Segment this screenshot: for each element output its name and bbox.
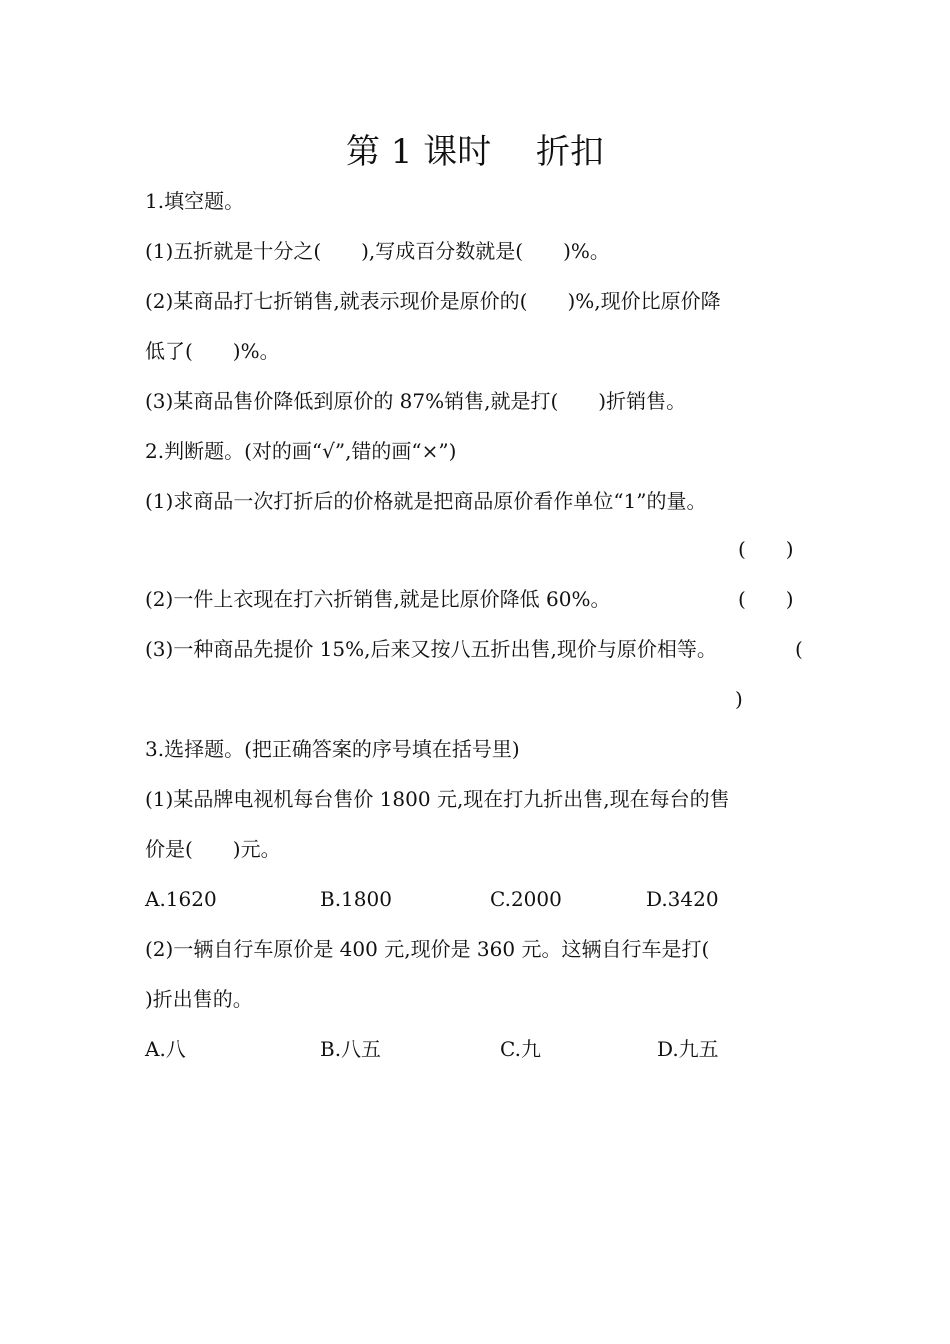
s2-question-1: (1)求商品一次打折后的价格就是把商品原价看作单位“1”的量。 [145, 489, 707, 513]
page-title: 第 1 课时 折扣 [345, 132, 605, 172]
s2-question-3-paren-close: ) [735, 687, 743, 711]
s3-question-2-line-1: (2)一辆自行车原价是 400 元,现价是 360 元。这辆自行车是打( [145, 937, 710, 961]
section-1-heading: 1.填空题。 [145, 189, 245, 213]
s2-question-2: (2)一件上衣现在打六折销售,就是比原价降低 60%。 [145, 587, 611, 611]
section-2-heading: 2.判断题。(对的画“√”,错的画“×”) [145, 439, 457, 463]
s3-question-1-line-1: (1)某品牌电视机每台售价 1800 元,现在打九折出售,现在每台的售 [145, 787, 730, 811]
section-3-heading: 3.选择题。(把正确答案的序号填在括号里) [145, 737, 520, 761]
s1-question-2-line-1: (2)某商品打七折销售,就表示现价是原价的( )%,现价比原价降 [145, 289, 721, 313]
s3-q2-option-a: A.八 [145, 1037, 186, 1061]
s3-q1-option-d: D.3420 [646, 887, 719, 911]
s2-question-1-answer-paren: ( ) [738, 537, 794, 561]
s3-q2-option-c: C.九 [500, 1037, 541, 1061]
s3-question-1-line-2: 价是( )元。 [145, 837, 281, 861]
s3-q2-option-b: B.八五 [320, 1037, 382, 1061]
s3-q1-option-c: C.2000 [490, 887, 562, 911]
s2-question-2-answer-paren: ( ) [738, 587, 794, 611]
s2-question-3-paren-open: ( [795, 637, 803, 661]
s2-question-3: (3)一种商品先提价 15%,后来又按八五折出售,现价与原价相等。 [145, 637, 717, 661]
s3-question-2-line-2: )折出售的。 [145, 987, 253, 1011]
s3-q1-option-b: B.1800 [320, 887, 392, 911]
s1-question-1: (1)五折就是十分之( ),写成百分数就是( )%。 [145, 239, 610, 263]
s3-q1-option-a: A.1620 [145, 887, 217, 911]
s1-question-2-line-2: 低了( )%。 [145, 339, 280, 363]
s3-q2-option-d: D.九五 [657, 1037, 719, 1061]
s1-question-3: (3)某商品售价降低到原价的 87%销售,就是打( )折销售。 [145, 389, 687, 413]
